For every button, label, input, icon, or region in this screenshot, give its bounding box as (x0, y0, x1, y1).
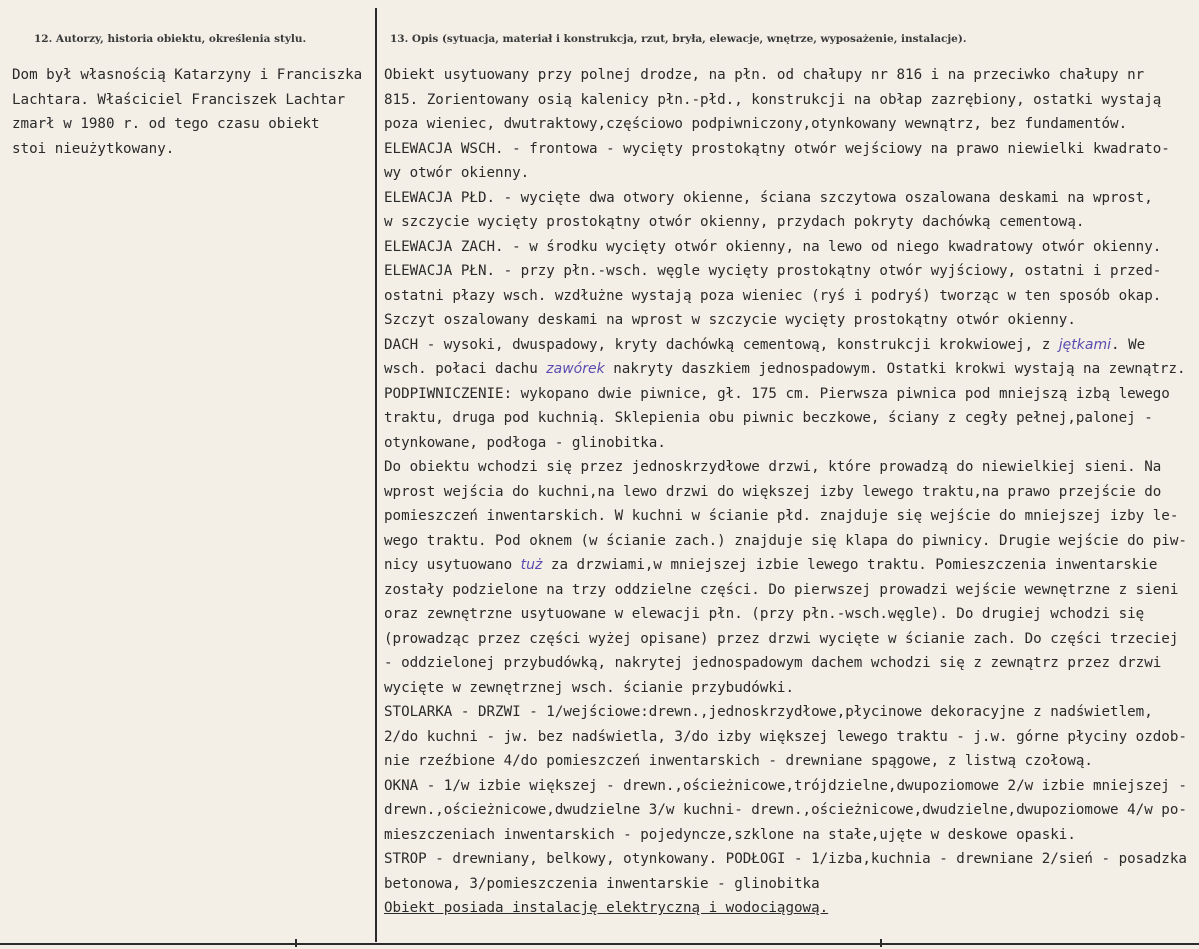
text-line: w szczycie wycięty prostokątny otwór okienny, przydach pokryty dachówką cementową. (384, 214, 1085, 230)
text-line: oraz zewnętrzne usytuowane w elewacji płn. (przy płn.-wsch.węgle). Do drugiej wchodzi się (384, 606, 1145, 622)
text-line: STROP - drewniany, belkowy, otynkowany. PODŁOGI - 1/izba,kuchnia - drewniane 2/sień - posadzka (384, 851, 1187, 867)
text-line: 815. Zorientowany osią kalenicy płn.-płd., konstrukcji na obłap zazrębiony, ostatki wystają (384, 91, 1162, 108)
text-line: ELEWACJA PŁN. - przy płn.-wsch. węgle wycięty prostokątny otwór wyjściowy, ostatni i przed- (384, 263, 1162, 279)
text-line-piwnica (384, 553, 1194, 578)
text-line: ELEWACJA WSCH. - frontowa - wycięty prostokątny otwór wejściowy na prawo niewielki kwadrato- (384, 140, 1170, 157)
text-line: wycięte w zewnętrznej wsch. ścianie przybudówki. (384, 679, 794, 696)
text-fragment: za drzwiami,w mniejszej izbie lewego traktu. Pomieszczenia inwentarskie (542, 557, 1158, 573)
text-line: nie rzeźbione 4/do pomieszczeń inwentarskich - drewniane spągowe, z listwą czołową. (384, 753, 1093, 769)
text-line: betonowa, 3/pomieszczenia inwentarskie - glinobitka (384, 875, 820, 892)
text-line-dach (384, 333, 1194, 358)
text-line: PODPIWNICZENIE: wykopano dwie piwnice, gł. 175 cm. Pierwsza piwnica pod mniejszą izbą lewego (384, 385, 1170, 402)
text-fragment: nakryty daszkiem jednospadowym. Ostatki krokwi wystają na zewnątrz. (604, 361, 1186, 377)
text-line: ostatni płazy wsch. wzdłużne wystają poza wieniec (ryś i podryś) tworząc w ten sposób okap. (384, 287, 1162, 304)
text-line: Obiekt usytuowany przy polnej drodze, na płn. od chałupy nr 816 i na przeciwko chałupy nr (384, 67, 1145, 83)
text-line: wego traktu. Pod oknem (w ścianie zach.) znajduje się klapa do piwnicy. Drugie wejście do piw- (384, 532, 1187, 549)
section-12-heading: 12. Autorzy, historia obiektu, określenia stylu. (34, 33, 307, 45)
text-line: Obiekt posiada instalację elektryczną i wodociągową. (384, 900, 829, 916)
text-line: zostały podzielone na trzy oddzielne części. Do pierwszej prowadzi wejście wewnętrzne z sieni (384, 581, 1179, 598)
text-line: ELEWACJA PŁD. - wycięte dwa otwory okienne, ściana szczytowa oszalowana deskami na wprost, (384, 189, 1153, 206)
text-line: stoi nieużytkowany. (12, 140, 175, 157)
text-line: poza wieniec, dwutraktowy,częściowo podpiwniczony,otynkowany wewnątrz, bez fundamentów. (384, 116, 1128, 132)
text-line: (prowadząc przez części wyżej opisane) przez drzwi wycięte w ścianie zach. Do części trzeciej (384, 630, 1179, 647)
text-line: traktu, druga pod kuchnią. Sklepienia obu piwnic beczkowe, ściany z cegły pełnej,palonej - (384, 410, 1153, 426)
text-line: Dom był własnością Katarzyny i Franciszka (12, 67, 363, 83)
text-line: pomieszczeń inwentarskich. W kuchni w ścianie płd. znajduje się wejście do mniejszej izby le- (384, 508, 1179, 524)
text-fragment: wsch. połaci dachu (384, 361, 547, 377)
text-line-wsch (384, 357, 1194, 382)
description-column (384, 63, 1194, 921)
text-line: Lachtara. Właściciel Franciszek Lachtar (12, 91, 346, 108)
text-line: mieszczeniach inwentarskich - pojedyncze,szklone na stałe,ujęte w deskowe opaski. (384, 826, 1076, 843)
section-13-heading: 13. Opis (sytuacja, materiał i konstrukcja, rzut, bryła, elewacje, wnętrze, wyposażenie, instalacje). (390, 33, 967, 45)
text-line: zmarł w 1980 r. od tego czasu obiekt (12, 116, 320, 132)
handwritten-insertion: tuż (520, 557, 543, 573)
column-divider (375, 8, 377, 942)
text-line: 2/do kuchni - jw. bez nadświetla, 3/do izby większej lewego traktu - j.w. górne płyciny ozdob- (384, 728, 1187, 745)
text-fragment: . We (1111, 336, 1146, 353)
text-line: otynkowane, podłoga - glinobitka. (384, 434, 666, 451)
text-fragment: nicy usytuowano (384, 557, 521, 573)
text-line: drewn.,ościeżnicowe,dwudzielne 3/w kuchni- drewn.,ościeżnicowe,dwudzielne,dwupoziomowe 4/w po- (384, 802, 1187, 818)
history-column (12, 63, 374, 161)
text-line: wprost wejścia do kuchni,na lewo drzwi do większej izby lewego traktu,na prawo przejście do (384, 483, 1162, 500)
text-line: OKNA - 1/w izbie większej - drewn.,ościeżnicowe,trójdzielne,dwupoziomowe 2/w izbie mniejszej - (384, 777, 1187, 794)
bottom-tick (880, 939, 882, 947)
text-line: Szczyt oszalowany deskami na wprost w szczycie wycięty prostokątny otwór okienny. (384, 312, 1076, 328)
text-fragment: DACH - wysoki, dwuspadowy, kryty dachówką cementową, konstrukcji krokwiowej, z (384, 336, 1059, 353)
text-line: Do obiektu wchodzi się przez jednoskrzydłowe drzwi, które prowadzą do niewielkiej sieni. Na (384, 459, 1162, 475)
text-line: STOLARKA - DRZWI - 1/wejściowe:drewn.,jednoskrzydłowe,płycinowe dekoracyjne z nadświetlem, (384, 704, 1153, 720)
bottom-rule (0, 943, 1199, 945)
text-line: wy otwór okienny. (384, 165, 530, 181)
text-line: ELEWACJA ZACH. - w środku wycięty otwór okienny, na lewo od niego kwadratowy otwór okienny. (384, 238, 1162, 255)
text-line: - oddzielonej przybudówką, nakrytej jednospadowym dachem wchodzi się z zewnątrz przez drzwi (384, 655, 1162, 671)
bottom-tick (295, 939, 297, 947)
handwritten-insertion: zawórek (546, 361, 605, 377)
handwritten-insertion: jętkami (1058, 336, 1112, 353)
